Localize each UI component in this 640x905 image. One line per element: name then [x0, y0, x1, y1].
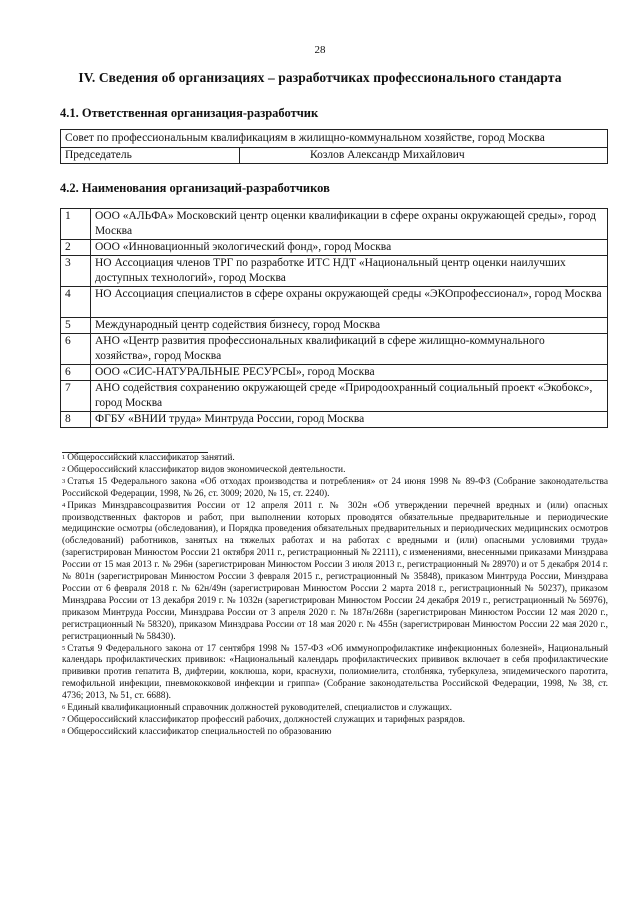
organization-name: АНО «Центр развития профессиональных квалификаций в сфере жилищно-коммунального хозяйства», город Москва	[91, 334, 608, 365]
footnote-text: Общероссийский классификатор занятий.	[67, 453, 235, 463]
footnote-text: Статья 9 Федерального закона от 17 сентября 1998 № 157-ФЗ «Об иммунопрофилактике инфекционных болезней», Национальный календарь профилактических прививок: «Национальный календарь профилактических прививок включает в себя профилактические прививки против гепатита В, дифтерии, коклюша, кори, краснухи, полиомиелита, столбняка, туберкулеза, эпидемического паротита, гемофильной инфекции, пневмококковой инфекции и гриппа» (Собрание законодательства Российской Федерации, 1998, № 38, ст. 4736; 2013, № 51, ст. 6688).	[62, 643, 608, 702]
table-row	[61, 318, 608, 334]
responsible-org-name: Совет по профессиональным квалификациям в жилищно-коммунальном хозяйстве, город Москва	[61, 130, 608, 148]
organization-name: НО Ассоциация специалистов в сфере охраны окружающей среды «ЭКОпрофессионал», город Москва	[91, 287, 608, 318]
developer-orgs-table	[60, 208, 608, 428]
table-row	[61, 287, 608, 318]
footnote-mark: 6	[62, 704, 66, 712]
developer-orgs-heading: 4.2. Наименования организаций-разработчиков	[60, 181, 330, 195]
footnote-mark: 3	[62, 477, 66, 485]
footnote	[62, 715, 608, 727]
row-number: 4	[61, 287, 91, 318]
responsible-org-heading: 4.1. Ответственная организация-разработчик	[60, 106, 319, 120]
footnote-mark: 5	[62, 644, 66, 652]
table-row	[61, 256, 608, 287]
footnote-mark: 7	[62, 715, 66, 723]
table-row	[61, 209, 608, 240]
footnotes	[62, 453, 608, 739]
footnote	[62, 703, 608, 715]
organization-name: ООО «Инновационный экологический фонд», город Москва	[91, 240, 608, 256]
responsible-org-table	[60, 129, 608, 164]
footnote	[62, 501, 608, 644]
footnote-mark: 2	[62, 465, 66, 473]
chairman-name: Козлов Александр Михайлович	[240, 148, 608, 164]
footnote-text: Общероссийский классификатор специальностей по образованию	[67, 726, 332, 737]
row-number: 8	[61, 412, 91, 428]
table-row	[61, 365, 608, 381]
organization-name: Международный центр содействия бизнесу, город Москва	[91, 318, 608, 334]
table-row	[61, 334, 608, 365]
table-row	[61, 412, 608, 428]
row-number: 1	[61, 209, 91, 240]
row-number: 6	[61, 334, 91, 365]
row-number: 5	[61, 318, 91, 334]
footnote	[62, 465, 608, 477]
row-number: 6	[61, 365, 91, 381]
organization-name: ООО «АЛЬФА» Московский центр оценки квалификации в сфере охраны окружающей среды», город Москва	[91, 209, 608, 240]
footnote-mark: 8	[62, 727, 66, 735]
footnote	[62, 453, 608, 465]
footnote-text: Единый квалификационный справочник должностей руководителей, специалистов и служащих.	[67, 703, 452, 714]
footnote	[62, 727, 608, 739]
footnote-text: Общероссийский классификатор видов экономической деятельности.	[67, 464, 346, 475]
table-row	[61, 240, 608, 256]
organization-name: ООО «СИС-НАТУРАЛЬНЫЕ РЕСУРСЫ», город Москва	[91, 365, 608, 381]
footnote-text: Общероссийский классификатор профессий рабочих, должностей служащих и тарифных разрядов.	[67, 714, 465, 725]
responsible-org-row	[61, 130, 608, 148]
chairman-row	[61, 148, 608, 164]
organization-name: НО Ассоциация членов ТРГ по разработке ИТС НДТ «Национальный центр оценки наилучших доступных технологий», город Москва	[91, 256, 608, 287]
chairman-role: Председатель	[61, 148, 240, 164]
footnote	[62, 644, 608, 704]
footnote-mark: 1	[62, 454, 66, 461]
row-number: 2	[61, 240, 91, 256]
footnote	[62, 477, 608, 501]
table-row	[61, 381, 608, 412]
page-number: 28	[314, 44, 326, 56]
organization-name: АНО содействия сохранению окружающей среде «Природоохранный социальный проект «Экобокс», город Москва	[91, 381, 608, 412]
row-number: 7	[61, 381, 91, 412]
organization-name: ФГБУ «ВНИИ труда» Минтруда России, город Москва	[91, 412, 608, 428]
footnote-text: Приказ Минздравсоцразвития России от 12 апреля 2011 г. № 302н «Об утверждении перечней вредных и (или) опасных производственных факторов и работ, при выполнении которых проводятся обязательные предварительные и периодические медицинские осмотры (обследования), и Порядка проведения обязательных предварительных и периодических медицинских осмотров (обследований) работников, занятых на тяжелых работах и на работах с вредными и (или) опасными условиями труда» (зарегистрирован Минюстом России 21 октября 2011 г., регистрационный № 22111), с изменениями, внесенными приказами Минздрава России от 15 мая 2013 г. № 296н (зарегистрирован Минюстом России 3 июля 2013 г., регистрационный № 28970) и от 5 декабря 2014 г. № 801н (зарегистрирован Минюстом России 3 февраля 2015 г., регистрационный № 35848), приказом Минтруда России, Минздрава России от 6 февраля 2018 г. № 62н/49н (зарегистрирован Минюстом России 2 марта 2018 г., регистрационный № 50237), приказом Минздрава России от 13 декабря 2019 г. № 1032н (зарегистрирован Минюстом России 24 декабря 2019 г., регистрационный № 56976), приказом Минтруда России, Минздрава России от 3 апреля 2020 г. № 187н/268н (зарегистрирован Минюстом России 12 мая 2020 г., регистрационный № 58320), приказом Минздрава России от 18 мая 2020 г. № 455н (зарегистрирован Минюстом России 22 мая 2020 г., регистрационный № 58430).	[62, 500, 608, 642]
section-title: IV. Сведения об организациях – разработчиках профессионального стандарта	[78, 70, 562, 85]
row-number: 3	[61, 256, 91, 287]
footnote-mark: 4	[62, 501, 66, 509]
footnote-text: Статья 15 Федерального закона «Об отходах производства и потребления» от 24 июня 1998 № 89-ФЗ (Собрание законодательства Российской Федерации, 1998, № 26, ст. 3009; 2020, № 15, ст. 2240).	[62, 476, 608, 499]
